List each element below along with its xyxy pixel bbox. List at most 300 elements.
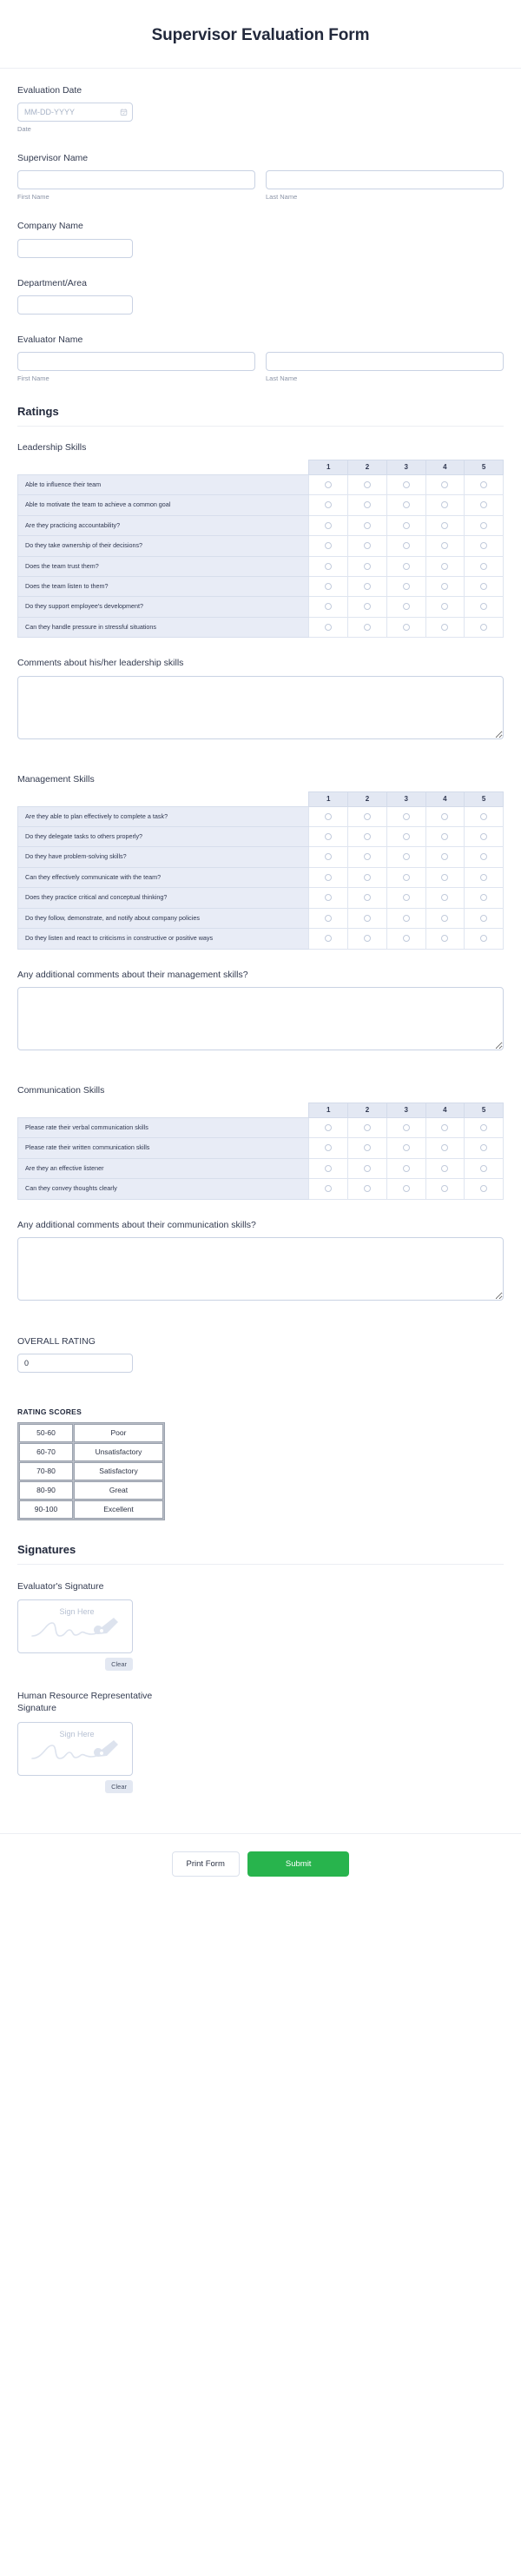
signature-label: Human Resource Representative Signature [17,1691,153,1714]
matrix-option-cell[interactable] [348,577,387,597]
matrix-option-cell[interactable] [348,929,387,949]
matrix-option-cell[interactable] [425,1138,465,1158]
matrix-option-cell[interactable] [465,597,504,617]
matrix-scale-header-5: 5 [465,1103,504,1117]
radio-1[interactable] [325,915,332,922]
matrix-option-cell[interactable] [348,515,387,535]
radio-1[interactable] [325,583,332,590]
radio-1[interactable] [325,853,332,860]
field-leadership-comments [17,657,504,738]
matrix-option-cell[interactable] [348,474,387,494]
radio-1[interactable] [325,1185,332,1192]
matrix-option-cell[interactable] [386,1158,425,1178]
matrix-option-cell[interactable] [309,617,348,637]
matrix-option-cell[interactable] [425,617,465,637]
matrix-row [18,908,504,928]
rating-score-row [19,1481,163,1500]
matrix-option-cell[interactable] [348,888,387,908]
matrix-option-cell[interactable] [465,617,504,637]
matrix-option-cell[interactable] [309,597,348,617]
matrix-option-cell[interactable] [425,1158,465,1178]
overall-rating-input[interactable] [17,1354,133,1373]
matrix-option-cell[interactable] [309,929,348,949]
matrix-option-cell[interactable] [465,536,504,556]
signature-placeholder [18,1607,132,1641]
signature-hint: Sign Here [59,1607,95,1617]
radio-2[interactable] [364,563,371,570]
matrix-option-cell[interactable] [465,826,504,846]
radio-5[interactable] [480,874,487,881]
radio-2[interactable] [364,624,371,631]
radio-5[interactable] [480,1144,487,1151]
matrix-option-cell[interactable] [386,515,425,535]
matrix-leadership [17,442,504,639]
matrix-option-cell[interactable] [348,847,387,867]
section-ratings-header [17,405,504,427]
radio-2[interactable] [364,1144,371,1151]
matrix-row-label: Able to motivate the team to achieve a common goal [18,495,309,515]
signature-pen-icon [30,1615,121,1641]
rating-scores-table [17,1422,165,1520]
matrix-option-cell[interactable] [348,1117,387,1137]
radio-3[interactable] [403,894,410,901]
radio-3[interactable] [403,624,410,631]
radio-1[interactable] [325,813,332,820]
matrix-communication-table [17,1103,504,1200]
evaluator-last-sublabel: Last Name [266,374,298,382]
radio-2[interactable] [364,1124,371,1131]
matrix-option-cell[interactable] [425,888,465,908]
matrix-option-cell[interactable] [309,888,348,908]
radio-4[interactable] [441,853,448,860]
radio-4[interactable] [441,833,448,840]
matrix-option-cell[interactable] [465,577,504,597]
radio-2[interactable] [364,481,371,488]
matrix-row-label: Does the team listen to them? [18,577,309,597]
radio-3[interactable] [403,935,410,942]
print-form-button[interactable]: Print Form [172,1851,240,1877]
matrix-option-cell[interactable] [386,597,425,617]
supervisor-name-label: Supervisor Name [17,153,89,164]
field-communication-comments [17,1219,504,1301]
matrix-option-cell[interactable] [465,847,504,867]
matrix-corner [18,460,309,474]
radio-5[interactable] [480,915,487,922]
radio-2[interactable] [364,874,371,881]
company-name-input[interactable] [17,239,133,258]
supervisor-last-col [266,170,504,201]
matrix-corner [18,791,309,806]
matrix-option-cell[interactable] [309,495,348,515]
matrix-leadership-body [18,474,504,638]
supervisor-first-name-input[interactable] [17,170,255,189]
matrix-row-label: Does they practice critical and conceptual thinking? [18,888,309,908]
radio-1[interactable] [325,1124,332,1131]
matrix-row [18,888,504,908]
communication-comments-label: Any additional comments about their communication skills? [17,1219,256,1230]
radio-1[interactable] [325,501,332,508]
form-footer [0,1833,521,1899]
matrix-option-cell[interactable] [348,1158,387,1178]
matrix-row [18,617,504,637]
radio-2[interactable] [364,603,371,610]
radio-2[interactable] [364,1185,371,1192]
radio-4[interactable] [441,542,448,549]
matrix-option-cell[interactable] [386,847,425,867]
field-department-area [17,277,504,315]
department-area-label: Department/Area [17,277,87,288]
matrix-row-label: Are they able to plan effectively to complete a task? [18,806,309,826]
radio-2[interactable] [364,542,371,549]
matrix-management [17,774,504,950]
radio-3[interactable] [403,853,410,860]
matrix-option-cell[interactable] [386,536,425,556]
matrix-scale-header-1: 1 [309,791,348,806]
radio-4[interactable] [441,583,448,590]
matrix-option-cell[interactable] [348,556,387,576]
date-input-wrap [17,103,133,122]
field-management-comments [17,969,504,1050]
matrix-option-cell[interactable] [386,495,425,515]
matrix-option-cell[interactable] [386,867,425,887]
matrix-option-cell[interactable] [348,1179,387,1199]
matrix-option-cell[interactable] [425,556,465,576]
radio-4[interactable] [441,813,448,820]
rating-score-row [19,1462,163,1480]
radio-3[interactable] [403,915,410,922]
matrix-option-cell[interactable] [309,806,348,826]
supervisor-first-col [17,170,255,201]
matrix-row [18,1138,504,1158]
matrix-option-cell[interactable] [386,826,425,846]
matrix-row-label: Do they follow, demonstrate, and notify about company policies [18,908,309,928]
matrix-option-cell[interactable] [348,1138,387,1158]
matrix-option-cell[interactable] [309,1138,348,1158]
radio-2[interactable] [364,833,371,840]
radio-1[interactable] [325,481,332,488]
matrix-option-cell[interactable] [386,577,425,597]
radio-5[interactable] [480,935,487,942]
matrix-row [18,847,504,867]
matrix-option-cell[interactable] [309,474,348,494]
radio-2[interactable] [364,1165,371,1172]
radio-4[interactable] [441,522,448,529]
matrix-option-cell[interactable] [386,888,425,908]
matrix-corner [18,1103,309,1117]
matrix-option-cell[interactable] [309,536,348,556]
radio-1[interactable] [325,1165,332,1172]
radio-4[interactable] [441,1165,448,1172]
matrix-option-cell[interactable] [309,908,348,928]
matrix-communication [17,1085,504,1200]
rating-score-description: Unsatisfactory [74,1443,163,1461]
page-title: Supervisor Evaluation Form [151,26,370,44]
evaluator-first-name-input[interactable] [17,352,255,371]
radio-2[interactable] [364,501,371,508]
radio-1[interactable] [325,935,332,942]
department-area-input[interactable] [17,295,133,315]
matrix-option-cell[interactable] [465,495,504,515]
matrix-option-cell[interactable] [348,908,387,928]
rating-scores-body [19,1424,163,1519]
matrix-option-cell[interactable] [465,806,504,826]
radio-1[interactable] [325,542,332,549]
matrix-option-cell[interactable] [386,474,425,494]
matrix-option-cell[interactable] [465,474,504,494]
matrix-option-cell[interactable] [425,847,465,867]
radio-4[interactable] [441,563,448,570]
matrix-option-cell[interactable] [465,929,504,949]
radio-3[interactable] [403,542,410,549]
radio-3[interactable] [403,563,410,570]
matrix-option-cell[interactable] [309,847,348,867]
radio-5[interactable] [480,583,487,590]
section-signatures-title: Signatures [17,1543,76,1557]
matrix-row-label: Are they an effective listener [18,1158,309,1178]
rating-score-range: 70-80 [19,1462,73,1480]
signature-clear-button[interactable]: Clear [105,1780,133,1793]
radio-5[interactable] [480,833,487,840]
signature-block-0 [17,1580,504,1671]
matrix-management-body [18,806,504,949]
matrix-leadership-table [17,460,504,639]
radio-1[interactable] [325,603,332,610]
radio-2[interactable] [364,853,371,860]
matrix-option-cell[interactable] [348,536,387,556]
signature-pen-icon [30,1738,121,1764]
radio-5[interactable] [480,522,487,529]
matrix-row-label: Can they convey thoughts clearly [18,1179,309,1199]
radio-4[interactable] [441,915,448,922]
matrix-option-cell[interactable] [309,515,348,535]
matrix-option-cell[interactable] [425,929,465,949]
matrix-option-cell[interactable] [425,515,465,535]
signature-canvas[interactable] [17,1722,133,1776]
matrix-row-label: Do they take ownership of their decisions? [18,536,309,556]
radio-4[interactable] [441,481,448,488]
radio-3[interactable] [403,603,410,610]
matrix-option-cell[interactable] [309,826,348,846]
radio-3[interactable] [403,1124,410,1131]
signature-clear-button[interactable]: Clear [105,1658,133,1671]
matrix-row [18,1158,504,1178]
radio-4[interactable] [441,603,448,610]
field-supervisor-name [17,152,504,201]
radio-3[interactable] [403,813,410,820]
radio-5[interactable] [480,1185,487,1192]
rating-score-row [19,1443,163,1461]
matrix-option-cell[interactable] [465,908,504,928]
radio-4[interactable] [441,894,448,901]
radio-5[interactable] [480,563,487,570]
radio-1[interactable] [325,874,332,881]
evaluator-first-sublabel: First Name [17,374,49,382]
radio-4[interactable] [441,624,448,631]
matrix-option-cell[interactable] [386,1138,425,1158]
submit-button[interactable]: Submit [247,1851,350,1877]
matrix-row-label: Please rate their verbal communication skills [18,1117,309,1137]
matrix-scale-header-2: 2 [348,460,387,474]
radio-4[interactable] [441,1124,448,1131]
radio-5[interactable] [480,1165,487,1172]
matrix-option-cell[interactable] [465,556,504,576]
radio-5[interactable] [480,501,487,508]
signature-clear-row [17,1658,133,1671]
signature-block-1 [17,1690,504,1792]
radio-2[interactable] [364,813,371,820]
field-evaluator-name [17,334,504,382]
evaluator-last-name-input[interactable] [266,352,504,371]
radio-5[interactable] [480,481,487,488]
radio-2[interactable] [364,915,371,922]
matrix-row-label: Please rate their written communication skills [18,1138,309,1158]
matrix-row-label: Can they effectively communicate with the team? [18,867,309,887]
matrix-option-cell[interactable] [309,867,348,887]
supervisor-last-name-input[interactable] [266,170,504,189]
radio-1[interactable] [325,894,332,901]
rating-score-range: 60-70 [19,1443,73,1461]
radio-2[interactable] [364,894,371,901]
radio-5[interactable] [480,853,487,860]
matrix-row [18,495,504,515]
radio-3[interactable] [403,1144,410,1151]
signature-canvas[interactable] [17,1599,133,1653]
matrix-option-cell[interactable] [465,1158,504,1178]
radio-5[interactable] [480,603,487,610]
matrix-management-label: Management Skills [17,773,95,785]
matrix-option-cell[interactable] [386,617,425,637]
radio-5[interactable] [480,542,487,549]
communication-comments-textarea[interactable] [17,1237,504,1301]
radio-3[interactable] [403,522,410,529]
rating-scores-title: RATING SCORES [17,1407,82,1416]
radio-3[interactable] [403,481,410,488]
section-signatures-header [17,1543,504,1565]
signature-hint: Sign Here [59,1729,95,1738]
matrix-option-cell[interactable] [348,867,387,887]
rating-score-row [19,1424,163,1442]
matrix-header-row [18,460,504,474]
radio-3[interactable] [403,501,410,508]
matrix-option-cell[interactable] [425,474,465,494]
matrix-option-cell[interactable] [309,556,348,576]
leadership-comments-label: Comments about his/her leadership skills [17,658,184,669]
matrix-option-cell[interactable] [425,867,465,887]
matrix-scale-header-2: 2 [348,791,387,806]
matrix-row [18,536,504,556]
matrix-option-cell[interactable] [386,806,425,826]
field-company-name [17,220,504,257]
matrix-option-cell[interactable] [425,1179,465,1199]
matrix-option-cell[interactable] [386,556,425,576]
matrix-row-label: Does the team trust them? [18,556,309,576]
matrix-option-cell[interactable] [425,1117,465,1137]
matrix-option-cell[interactable] [425,597,465,617]
signatures-container [17,1580,504,1793]
matrix-row [18,556,504,576]
matrix-row [18,1117,504,1137]
radio-4[interactable] [441,1185,448,1192]
matrix-leadership-label: Leadership Skills [17,441,87,453]
matrix-row [18,515,504,535]
matrix-header-row [18,1103,504,1117]
rating-score-range: 90-100 [19,1500,73,1519]
radio-5[interactable] [480,624,487,631]
matrix-option-cell[interactable] [309,1117,348,1137]
matrix-option-cell[interactable] [386,1117,425,1137]
radio-2[interactable] [364,583,371,590]
matrix-option-cell[interactable] [425,806,465,826]
matrix-option-cell[interactable] [465,515,504,535]
matrix-communication-label: Communication Skills [17,1084,105,1096]
matrix-option-cell[interactable] [465,1117,504,1137]
radio-5[interactable] [480,894,487,901]
matrix-option-cell[interactable] [309,1158,348,1178]
matrix-option-cell[interactable] [309,1179,348,1199]
radio-1[interactable] [325,624,332,631]
radio-2[interactable] [364,935,371,942]
matrix-option-cell[interactable] [425,826,465,846]
matrix-option-cell[interactable] [425,495,465,515]
matrix-row [18,826,504,846]
matrix-option-cell[interactable] [348,597,387,617]
evaluation-date-input[interactable] [17,103,133,122]
radio-1[interactable] [325,522,332,529]
matrix-option-cell[interactable] [348,826,387,846]
matrix-option-cell[interactable] [425,908,465,928]
matrix-option-cell[interactable] [386,908,425,928]
leadership-comments-textarea[interactable] [17,676,504,739]
rating-score-range: 50-60 [19,1424,73,1442]
matrix-row-label: Do they listen and react to criticisms in constructive or positive ways [18,929,309,949]
matrix-option-cell[interactable] [465,888,504,908]
matrix-option-cell[interactable] [386,1179,425,1199]
radio-5[interactable] [480,1124,487,1131]
matrix-option-cell[interactable] [465,1179,504,1199]
matrix-option-cell[interactable] [348,806,387,826]
matrix-option-cell[interactable] [386,929,425,949]
matrix-option-cell[interactable] [348,617,387,637]
radio-4[interactable] [441,501,448,508]
radio-2[interactable] [364,522,371,529]
matrix-option-cell[interactable] [465,1138,504,1158]
radio-3[interactable] [403,1185,410,1192]
radio-5[interactable] [480,813,487,820]
supervisor-last-sublabel: Last Name [266,193,298,202]
matrix-scale-header-2: 2 [348,1103,387,1117]
radio-4[interactable] [441,874,448,881]
matrix-option-cell[interactable] [425,577,465,597]
radio-4[interactable] [441,935,448,942]
evaluator-name-label: Evaluator Name [17,334,83,345]
matrix-scale-header-3: 3 [386,460,425,474]
radio-1[interactable] [325,563,332,570]
radio-1[interactable] [325,1144,332,1151]
matrix-option-cell[interactable] [348,495,387,515]
rating-score-description: Excellent [74,1500,163,1519]
radio-3[interactable] [403,874,410,881]
radio-3[interactable] [403,583,410,590]
matrix-option-cell[interactable] [425,536,465,556]
matrix-option-cell[interactable] [309,577,348,597]
matrix-row-label: Can they handle pressure in stressful situations [18,617,309,637]
radio-3[interactable] [403,1165,410,1172]
management-comments-textarea[interactable] [17,987,504,1050]
radio-4[interactable] [441,1144,448,1151]
radio-3[interactable] [403,833,410,840]
matrix-option-cell[interactable] [465,867,504,887]
radio-1[interactable] [325,833,332,840]
